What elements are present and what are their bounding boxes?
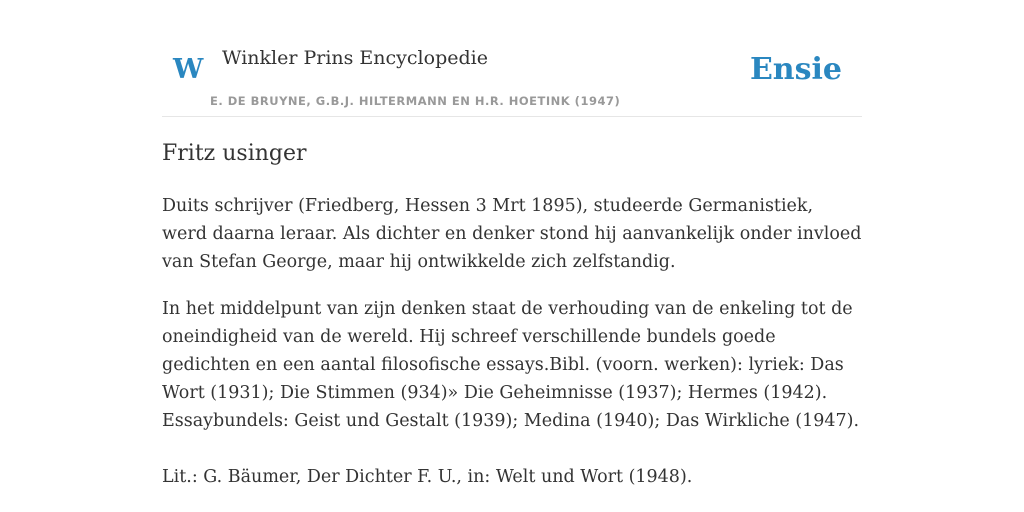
source-logo[interactable]: W: [173, 54, 204, 85]
article: [162, 138, 862, 491]
ensie-logo[interactable]: Ensie: [749, 52, 842, 87]
source-authors: E. DE BRUYNE, G.B.J. HILTERMANN EN H.R. HOETINK (1947): [210, 94, 621, 108]
site-header: [162, 0, 862, 117]
article-title: Fritz usinger: [162, 141, 307, 166]
article-literature: Lit.: G. Bäumer, Der Dichter F. U., in: Welt und Wort (1948).: [162, 467, 693, 487]
article-paragraph: Duits schrijver (Friedberg, Hessen 3 Mrt 1895), studeerde Germanistiek, werd daarna leraar. Als dichter en denker stond hij aanvankelijk onder invloed van Stefan George, maar hij ontwikkelde zich zelfstandig.: [162, 196, 862, 272]
source-title[interactable]: Winkler Prins Encyclopedie: [222, 47, 488, 69]
article-paragraph: In het middelpunt van zijn denken staat de verhouding van de enkeling tot de oneindigheid van de wereld. Hij schreef verschillende bundels goede gedichten en een aantal filosofische essays.Bibl. (voorn. werken): lyriek: Das Wort (1931); Die Stimmen (934)» Die Geheimnisse (1937); Hermes (1942). Essaybundels: Geist und Gestalt (1939); Medina (1940); Das Wirkliche (1947).: [162, 299, 860, 431]
